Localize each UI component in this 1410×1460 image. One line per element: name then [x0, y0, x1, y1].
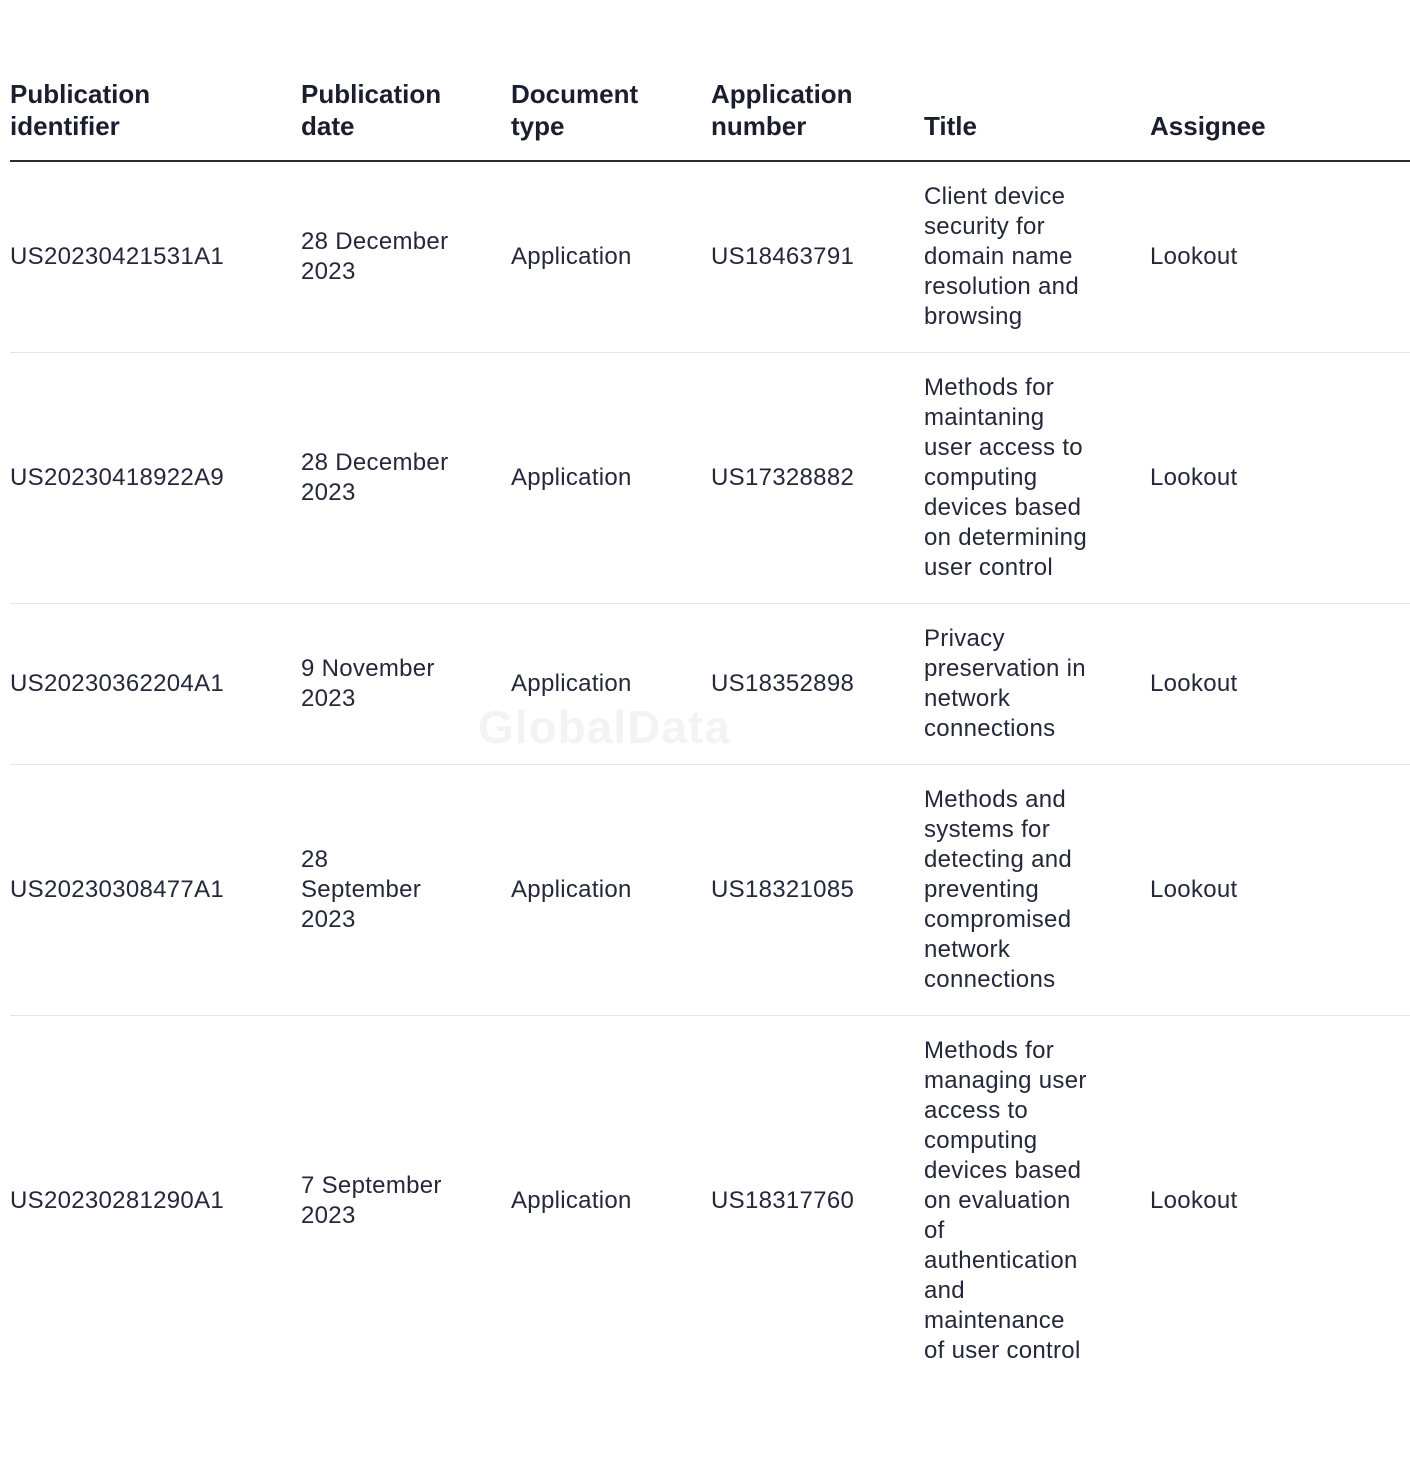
table-row: [10, 161, 1410, 353]
table-row: [10, 604, 1410, 765]
cell-title: Methods and systems for detecting and preventing compromised network connections: [924, 765, 1150, 1016]
cell-publication-identifier: US20230281290A1: [10, 1187, 225, 1214]
table-row: [10, 353, 1410, 604]
patent-table-container: [10, 70, 1266, 1386]
cell-document-type: Application: [511, 1187, 632, 1214]
header-publication-date: Publication date: [301, 70, 511, 161]
header-document-type: Document type: [511, 70, 711, 161]
table-row: [10, 765, 1410, 1016]
cell-publication-date: 7 September 2023: [301, 1172, 442, 1229]
cell-title: Privacy preservation in network connections: [924, 604, 1150, 765]
patent-table: [10, 70, 1410, 1386]
cell-assignee: Lookout: [1150, 161, 1410, 353]
cell-publication-identifier: US20230362204A1: [10, 604, 301, 765]
cell-publication-identifier: US20230308477A1: [10, 765, 301, 1016]
cell-publication-date: 28 December 2023: [301, 161, 511, 353]
cell-assignee: Lookout: [1150, 353, 1410, 604]
table-header: [10, 70, 1410, 161]
table-row: [10, 1016, 1410, 1387]
header-application-number: Application number: [711, 70, 924, 161]
cell-publication-identifier: US20230421531A1: [10, 161, 301, 353]
cell-application-number: US18352898: [711, 604, 924, 765]
cell-application-number: US18463791: [711, 161, 924, 353]
cell-assignee: Lookout: [1150, 1187, 1238, 1214]
cell-document-type: Application: [511, 765, 711, 1016]
cell-application-number: US18321085: [711, 765, 924, 1016]
cell-title: Client device security for domain name resolution and browsing: [924, 161, 1150, 353]
header-publication-identifier: Publication identifier: [10, 70, 301, 161]
table-body: [10, 161, 1410, 1386]
header-row: [10, 70, 1410, 161]
cell-publication-date: 28 December 2023: [301, 353, 511, 604]
cell-document-type: Application: [511, 604, 711, 765]
watermark-logo: GlobalData: [478, 701, 731, 753]
cell-document-type: Application: [511, 161, 711, 353]
cell-assignee: Lookout: [1150, 765, 1410, 1016]
cell-title: Methods for maintaning user access to computing devices based on determining user control: [924, 353, 1150, 604]
header-title: Title: [924, 70, 1150, 161]
cell-document-type: Application: [511, 353, 711, 604]
cell-assignee: Lookout: [1150, 604, 1410, 765]
cell-title: Methods for managing user access to computing devices based on evaluation of authentication and maintenance of user control: [924, 1037, 1087, 1364]
cell-publication-date: 28 September 2023: [301, 765, 511, 1016]
cell-publication-identifier: US20230418922A9: [10, 353, 301, 604]
cell-publication-date: 9 November 2023: [301, 604, 511, 765]
cell-application-number: US17328882: [711, 353, 924, 604]
cell-application-number: US18317760: [711, 1187, 855, 1214]
header-assignee: Assignee: [1150, 70, 1410, 161]
